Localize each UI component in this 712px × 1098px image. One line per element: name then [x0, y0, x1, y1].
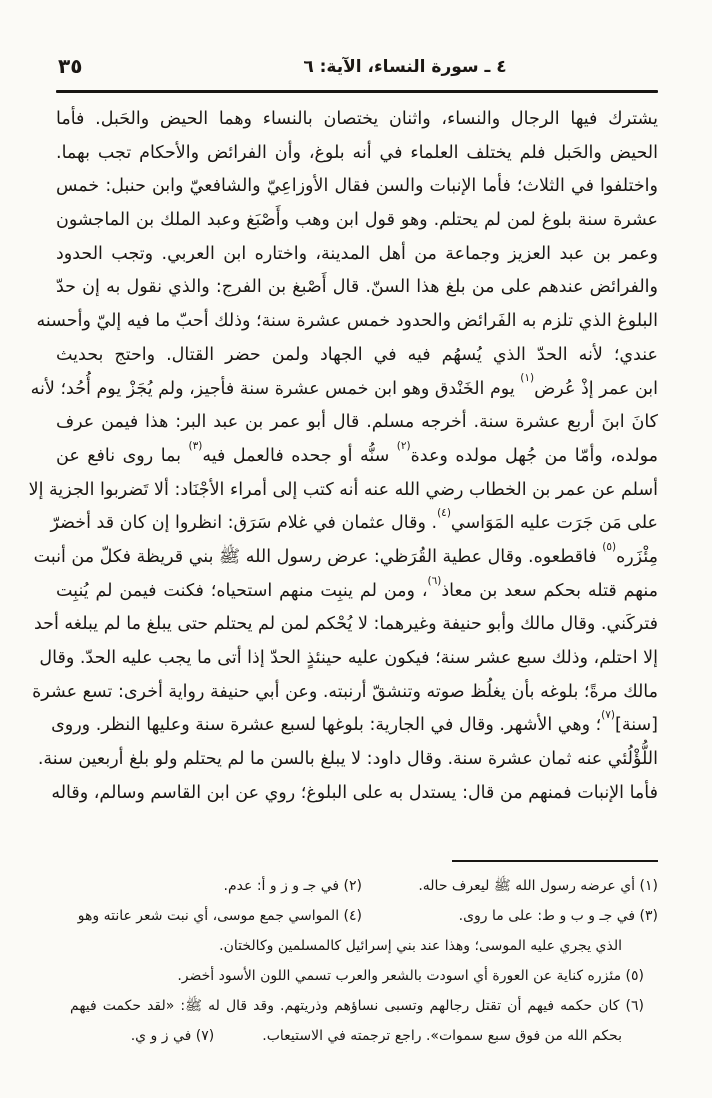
body-line: يشترك فيها الرجال والنساء، واثنان يختصان بالنساء وهما الحيض والحَبل. فأما: [56, 109, 658, 129]
footnote-separator: [452, 860, 658, 862]
header-rule: [56, 90, 658, 93]
footnotes: [56, 871, 658, 1051]
footnote-7: (٧) في ز و ي.: [130, 1028, 215, 1045]
page-number: ٣٥: [58, 54, 83, 78]
footnote-5: (٥) مئزره كناية عن العورة أي اسودت بالشعر والعرب تسمي اللون الأسود أخضر.: [177, 968, 644, 985]
body-line: ابن عمر إذْ عُرض$^{(١)}$ يوم الخَنْدق وهو ابن خمس عشرة سنة فأجيز، ولم يُجَزْ يوم أُحُد؛ لأنه: [30, 372, 658, 399]
footnote-row: [56, 1021, 658, 1051]
footnote-4: (٤) المواسي جمع موسى، أي نبت شعر عانته وهو: [77, 908, 362, 925]
footnote-1: (١) أي عرضه رسول الله ﷺ ليعرف حاله.: [418, 878, 658, 895]
body-line: عندي؛ لأنه الحدّ الذي يُسهُم فيه في الجهاد ولمن حضر القتال. واحتج بحديث: [56, 344, 658, 365]
chapter-title: ٤ ـ سورة النساء، الآية: ٦: [303, 57, 507, 77]
body-line: واختلفوا في الثلاث؛ فأما الإنبات والسن فقال الأوزاعِيّ والشافعيّ وابن حنبل: خمس: [56, 176, 658, 197]
body-line: كانَ ابنَ أربع عشرة سنة. أخرجه مسلم. قال أبو عمر بن عبد البر: هذا فيمن عرف: [56, 412, 658, 433]
body-line: [سنة]$^{(٧)}$؛ وهي الأشهر. وقال في الجارية: بلوغها لسبع عشرة سنة وعليها النظر. وروى: [51, 709, 658, 736]
footnote-row: [56, 871, 658, 901]
body-text: [28, 103, 659, 810]
footnote-6: (٦) كان حكمه فيهم أن تقتل رجالهم وتسبى نساؤهم وذريتهم. وقد قال له ﷺ: «لقد حكمت فيهم: [70, 998, 644, 1015]
body-line: والفرائض عندهم على من بلغ هذا السنّ. قال أَصْبغ بن الفرج: والذي نقول به إن حدّ: [56, 277, 658, 298]
body-line: عشرة سنة بلوغ لمن لم يحتلم. وهو قول ابن وهب وأَصْبَغ وعبد الملك بن الماجشون: [56, 210, 658, 231]
footnote-row: [56, 901, 658, 931]
footnote-4-continuation: الذي يجري عليه الموسى؛ وهذا عند بني إسرائيل كالمسلمين وكالختان.: [219, 938, 622, 955]
body-line: على مَن جَرَت عليه المَوَاسي$^{(٤)}$. وقال عثمان في غلام سَرَق: انظروا إن كان قد أخضرّ: [50, 507, 658, 534]
footnote-6-continuation: بحكم الله من فوق سبع سموات». راجع ترجمته في الاستيعاب.: [262, 1028, 622, 1045]
body-line: البلوغ الذي تلزم به الفَرائض والحدود خمس عشرة سنة؛ وذلك أحبّ ما فيه إليّ وأحسنه: [36, 311, 658, 332]
page-header: [56, 52, 658, 82]
body-line: فتركَني. وقال مالك وأبو حنيفة وغيرهما: لا يُحْكم لمن لم يحتلم حتى يبلغ ما لم يبلغه أحد: [33, 614, 658, 635]
body-line: الحيض والحَبل فلم يختلف العلماء في أنه بلوغ، وأن الفرائض والأحكام تجب بهما.: [56, 142, 658, 163]
footnote-3: (٣) في جـ و ب و ط: على ما روى.: [458, 908, 658, 925]
body-line: فأما الإنبات فمنهم من قال: يستدل به على البلوغ؛ روي عن ابن القاسم وسالم، وقاله: [51, 782, 658, 803]
body-line: وعمر بن عبد العزيز وجماعة من أهل المدينة، واختاره ابن العربي. وتجب الحدود: [56, 243, 658, 264]
body-line: إلا احتلم، وذلك سبع عشر سنة؛ فيكون عليه حينئذٍ الحدّ إذا أتى ما يجب عليه الحدّ. وقال: [39, 648, 658, 668]
body-line: مالك مرةً؛ بلوغه بأن يغلُظ صوته وتنشقّ أرنبته. وعن أبي حنيفة رواية أخرى: تسع عشرة: [32, 681, 658, 702]
body-line: أسلم عن عمر بن الخطاب رضي الله عنه أنه كتب إلى أمراء الأجْنَاد: ألا تَضربوا الجزية إلا: [28, 479, 658, 500]
body-line: اللُّؤْلُئي عنه ثمان عشرة سنة. وقال داود: لا يبلغ بالسن ما لم يحتلم ولو بلغ أربعين سنة.: [37, 749, 658, 770]
body-line: منهم قتله بحكم سعد بن معاذ$^{(٦)}$، ومن لم ينبِت منهم استحياه؛ فكنت فيمن لم يُنبِت: [56, 574, 659, 601]
footnote-2: (٢) في جـ و ز و أ: عدم.: [223, 878, 362, 895]
body-line: مِئْزَره$^{(٥)}$ فاقطعوه. وقال عطية القُرَظي: عرض رسول الله ﷺ بني قريظة فكلّ من أنبت: [33, 540, 658, 567]
body-line: مولده، وأمّا من جُهل مولده وعدة$^{(٢)}$ سنُّه أو جحده فالعمل فيه$^{(٣)}$ بما روى نافع عن: [56, 439, 658, 466]
